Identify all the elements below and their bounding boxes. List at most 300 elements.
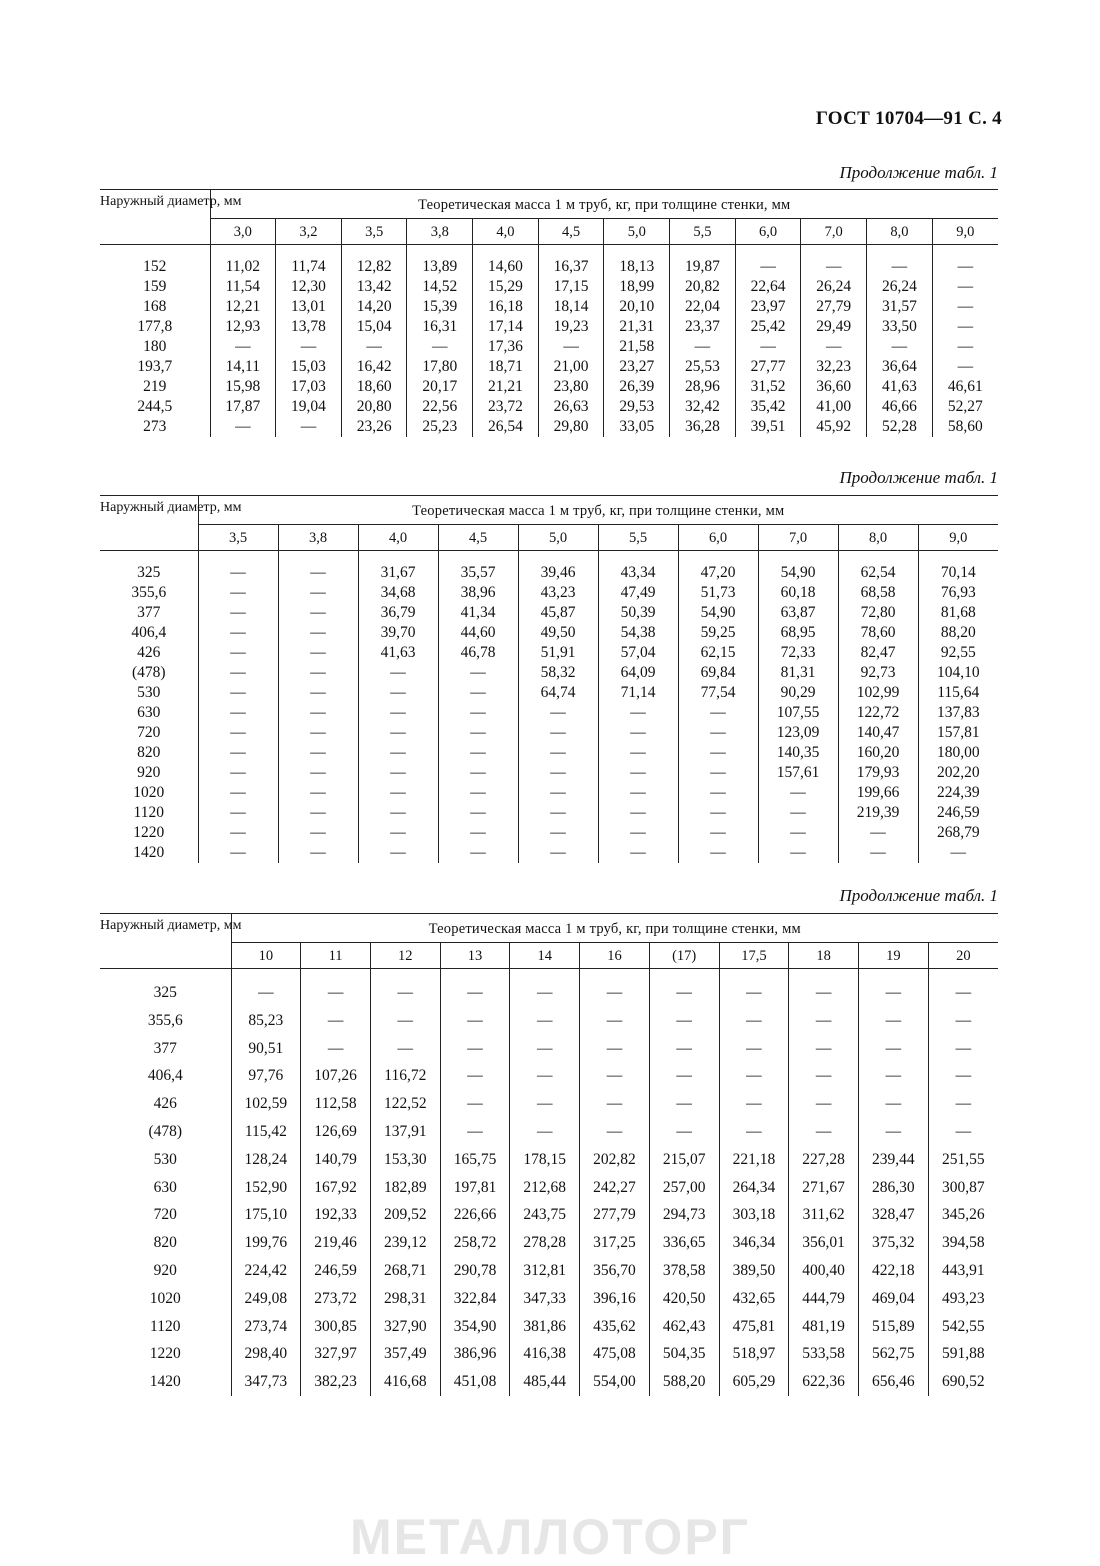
mass-cell: 396,16 [580, 1285, 650, 1313]
mass-cell: — [678, 783, 758, 803]
mass-cell: — [358, 723, 438, 743]
diameter-cell: 920 [137, 764, 161, 781]
mass-cell: 115,42 [231, 1118, 301, 1146]
mass-cell: — [735, 337, 801, 357]
mass-cell: 22,64 [735, 277, 801, 297]
mass-cell: 13,01 [276, 297, 342, 317]
mass-cell: 25,23 [407, 417, 473, 437]
mass-cell: 588,20 [649, 1368, 719, 1396]
mass-cell: 300,85 [301, 1313, 371, 1341]
mass-header: Теоретическая масса 1 м труб, кг, при толщине стенки, мм [198, 496, 998, 525]
spacer-cell [867, 245, 933, 258]
mass-cell: 107,55 [758, 703, 838, 723]
mass-cell: 23,72 [473, 397, 539, 417]
spacer-cell [598, 551, 678, 564]
table-row [100, 1285, 998, 1313]
mass-cell: 52,27 [932, 397, 998, 417]
mass-cell: 18,13 [604, 257, 670, 277]
mass-table-2 [100, 495, 998, 863]
thickness-header: 3,5 [341, 219, 407, 245]
mass-cell: 36,60 [801, 377, 867, 397]
diameter-cell: 355,6 [147, 1011, 183, 1029]
mass-cell: 394,58 [928, 1229, 998, 1257]
mass-cell: — [789, 979, 859, 1007]
mass-cell: 122,72 [838, 703, 918, 723]
mass-cell: 45,87 [518, 603, 598, 623]
mass-cell: 327,90 [370, 1313, 440, 1341]
mass-cell: 303,18 [719, 1201, 789, 1229]
table-row [100, 377, 998, 397]
mass-cell: — [438, 663, 518, 683]
table-row [100, 583, 998, 603]
mass-cell: 518,97 [719, 1340, 789, 1368]
mass-cell: — [719, 1118, 789, 1146]
mass-cell: 104,10 [918, 663, 998, 683]
mass-cell: 444,79 [789, 1285, 859, 1313]
spacer-cell [538, 245, 604, 258]
mass-cell: — [518, 783, 598, 803]
mass-cell: — [358, 823, 438, 843]
mass-cell: — [719, 1090, 789, 1118]
table-row [100, 1090, 998, 1118]
mass-cell: — [932, 257, 998, 277]
diameter-cell: 177,8 [137, 318, 173, 335]
mass-cell: 19,04 [276, 397, 342, 417]
mass-cell: — [789, 1035, 859, 1063]
mass-cell: — [858, 1062, 928, 1090]
mass-cell: 165,75 [440, 1146, 510, 1174]
mass-cell: 157,61 [758, 763, 838, 783]
mass-cell: 17,80 [407, 357, 473, 377]
spacer-cell [440, 969, 510, 980]
thickness-header: 4,5 [438, 525, 518, 551]
diameter-cell: 244,5 [137, 398, 173, 415]
mass-cell: — [598, 783, 678, 803]
mass-cell: 268,71 [370, 1257, 440, 1285]
mass-cell: 26,54 [473, 417, 539, 437]
mass-cell: 485,44 [510, 1368, 580, 1396]
mass-cell: 97,76 [231, 1062, 301, 1090]
mass-cell: 64,09 [598, 663, 678, 683]
mass-cell: — [358, 663, 438, 683]
table-row [100, 843, 998, 863]
diameter-cell: 530 [153, 1150, 177, 1168]
table-row [100, 643, 998, 663]
mass-cell: — [932, 277, 998, 297]
mass-cell: — [198, 563, 278, 583]
diameter-header: Наружный диаметр, мм [100, 914, 231, 969]
mass-cell: 215,07 [649, 1146, 719, 1174]
mass-cell: 58,60 [932, 417, 998, 437]
mass-cell: 90,51 [231, 1035, 301, 1063]
spacer-cell [278, 551, 358, 564]
spacer-cell [932, 245, 998, 258]
mass-cell: 336,65 [649, 1229, 719, 1257]
mass-cell: 68,95 [758, 623, 838, 643]
mass-cell: — [518, 703, 598, 723]
mass-cell: — [928, 1062, 998, 1090]
mass-cell: — [670, 337, 736, 357]
mass-cell: 515,89 [858, 1313, 928, 1341]
diameter-cell: 273 [143, 418, 167, 435]
mass-cell: — [358, 743, 438, 763]
mass-cell: 690,52 [928, 1368, 998, 1396]
mass-cell: 278,28 [510, 1229, 580, 1257]
mass-cell: 242,27 [580, 1174, 650, 1202]
mass-cell: 137,91 [370, 1118, 440, 1146]
mass-cell: 493,23 [928, 1285, 998, 1313]
mass-cell: 239,12 [370, 1229, 440, 1257]
mass-cell: 19,87 [670, 257, 736, 277]
mass-cell: — [407, 337, 473, 357]
mass-cell: 43,23 [518, 583, 598, 603]
table-row [100, 357, 998, 377]
mass-cell: 416,68 [370, 1368, 440, 1396]
diameter-cell: 325 [153, 984, 177, 1001]
table-row [100, 703, 998, 723]
mass-cell: 57,04 [598, 643, 678, 663]
thickness-header: 5,5 [598, 525, 678, 551]
mass-cell: 23,80 [538, 377, 604, 397]
mass-cell: — [438, 703, 518, 723]
table-row [100, 1257, 998, 1285]
mass-cell: — [231, 979, 301, 1007]
spacer-cell [473, 245, 539, 258]
mass-cell: 178,15 [510, 1146, 580, 1174]
mass-cell: — [210, 337, 276, 357]
mass-cell: — [649, 1062, 719, 1090]
thickness-header: 5,0 [604, 219, 670, 245]
mass-cell: — [867, 337, 933, 357]
mass-cell: — [867, 257, 933, 277]
mass-table-1 [100, 189, 998, 437]
mass-cell: — [510, 1035, 580, 1063]
mass-cell: 12,30 [276, 277, 342, 297]
mass-cell: 36,64 [867, 357, 933, 377]
mass-cell: 16,42 [341, 357, 407, 377]
mass-cell: 140,47 [838, 723, 918, 743]
mass-cell: 271,67 [789, 1174, 859, 1202]
mass-cell: 32,42 [670, 397, 736, 417]
mass-cell: — [789, 1090, 859, 1118]
mass-cell: — [719, 1062, 789, 1090]
mass-cell: 76,93 [918, 583, 998, 603]
mass-cell: 15,39 [407, 297, 473, 317]
mass-cell: 72,80 [838, 603, 918, 623]
mass-cell: 469,04 [858, 1285, 928, 1313]
mass-cell: — [678, 743, 758, 763]
table-row [100, 1118, 998, 1146]
mass-cell: 16,37 [538, 257, 604, 277]
mass-cell: 258,72 [440, 1229, 510, 1257]
mass-cell: 47,20 [678, 563, 758, 583]
mass-cell: — [580, 1035, 650, 1063]
mass-cell: 81,31 [758, 663, 838, 683]
mass-cell: 102,99 [838, 683, 918, 703]
mass-cell: 14,11 [210, 357, 276, 377]
mass-cell: 69,84 [678, 663, 758, 683]
mass-cell: 202,82 [580, 1146, 650, 1174]
mass-cell: 32,23 [801, 357, 867, 377]
mass-header: Теоретическая масса 1 м труб, кг, при толщине стенки, мм [231, 914, 998, 943]
mass-cell: — [719, 1007, 789, 1035]
spacer-cell [438, 551, 518, 564]
mass-cell: — [278, 563, 358, 583]
mass-cell: — [198, 783, 278, 803]
mass-cell: 27,79 [801, 297, 867, 317]
spacer-cell [801, 245, 867, 258]
mass-cell: 36,79 [358, 603, 438, 623]
mass-cell: — [198, 743, 278, 763]
mass-cell: — [278, 603, 358, 623]
mass-cell: — [932, 337, 998, 357]
mass-cell: 182,89 [370, 1174, 440, 1202]
mass-cell: 39,46 [518, 563, 598, 583]
mass-cell: 462,43 [649, 1313, 719, 1341]
diameter-cell: 168 [143, 298, 167, 315]
diameter-cell: 377 [153, 1039, 177, 1057]
mass-cell: — [518, 743, 598, 763]
mass-cell: 17,15 [538, 277, 604, 297]
mass-cell: 27,77 [735, 357, 801, 377]
mass-cell: — [580, 1007, 650, 1035]
diameter-header: Наружный диаметр, мм [100, 190, 210, 245]
mass-cell: 29,53 [604, 397, 670, 417]
mass-cell: — [838, 823, 918, 843]
thickness-header: 5,0 [518, 525, 598, 551]
diameter-cell: 426 [137, 644, 161, 661]
mass-cell: 153,30 [370, 1146, 440, 1174]
thickness-header: 14 [510, 943, 580, 969]
mass-cell: 54,38 [598, 623, 678, 643]
thickness-header: 5,5 [670, 219, 736, 245]
diameter-cell: 1220 [149, 1345, 181, 1363]
mass-cell: — [358, 803, 438, 823]
page-header: ГОСТ 10704—91 С. 4 [815, 108, 1002, 129]
spacer-cell [100, 551, 198, 564]
spacer-cell [276, 245, 342, 258]
thickness-header: 8,0 [867, 219, 933, 245]
mass-cell: — [598, 823, 678, 843]
mass-cell: 107,26 [301, 1062, 371, 1090]
mass-cell: 13,89 [407, 257, 473, 277]
diameter-cell: 325 [137, 564, 161, 581]
mass-cell: — [838, 843, 918, 863]
mass-cell: 386,96 [440, 1340, 510, 1368]
table-row [100, 823, 998, 843]
mass-cell: — [928, 1007, 998, 1035]
mass-cell: — [858, 1007, 928, 1035]
mass-cell: 29,49 [801, 317, 867, 337]
mass-cell: 41,34 [438, 603, 518, 623]
mass-cell: 481,19 [789, 1313, 859, 1341]
mass-cell: 294,73 [649, 1201, 719, 1229]
table-row [100, 743, 998, 763]
mass-cell: — [758, 823, 838, 843]
mass-cell: — [438, 683, 518, 703]
mass-cell: — [580, 1090, 650, 1118]
spacer-cell [735, 245, 801, 258]
mass-cell: — [678, 843, 758, 863]
mass-cell: — [278, 783, 358, 803]
table-row [100, 603, 998, 623]
mass-cell: — [518, 803, 598, 823]
mass-cell: 33,50 [867, 317, 933, 337]
mass-cell: — [598, 743, 678, 763]
mass-cell: 13,42 [341, 277, 407, 297]
mass-cell: — [518, 823, 598, 843]
mass-cell: — [678, 763, 758, 783]
mass-cell: 298,40 [231, 1340, 301, 1368]
mass-cell: — [198, 643, 278, 663]
mass-cell: — [598, 763, 678, 783]
mass-cell: 443,91 [928, 1257, 998, 1285]
mass-cell: — [858, 1090, 928, 1118]
spacer-cell [670, 245, 736, 258]
mass-cell: 312,81 [510, 1257, 580, 1285]
mass-cell: — [198, 823, 278, 843]
thickness-header: 12 [370, 943, 440, 969]
mass-cell: 41,00 [801, 397, 867, 417]
mass-cell: 180,00 [918, 743, 998, 763]
mass-cell: — [438, 763, 518, 783]
mass-cell: — [440, 1035, 510, 1063]
table-row [100, 1035, 998, 1063]
mass-cell: 375,32 [858, 1229, 928, 1257]
diameter-cell: 1420 [149, 1373, 181, 1391]
mass-cell: 12,82 [341, 257, 407, 277]
diameter-cell: 406,4 [131, 624, 167, 641]
mass-cell: 85,23 [231, 1007, 301, 1035]
mass-cell: — [678, 823, 758, 843]
mass-cell: — [301, 1007, 371, 1035]
mass-cell: — [598, 703, 678, 723]
mass-cell: 78,60 [838, 623, 918, 643]
thickness-header: 4,5 [538, 219, 604, 245]
table-row [100, 337, 998, 357]
mass-cell: 38,96 [438, 583, 518, 603]
mass-cell: 475,08 [580, 1340, 650, 1368]
mass-cell: — [358, 703, 438, 723]
mass-cell: 58,32 [518, 663, 598, 683]
diameter-cell: 406,4 [147, 1067, 183, 1085]
mass-cell: 239,44 [858, 1146, 928, 1174]
mass-cell: 35,42 [735, 397, 801, 417]
mass-cell: 122,52 [370, 1090, 440, 1118]
mass-cell: 71,14 [598, 683, 678, 703]
mass-cell: 346,34 [719, 1229, 789, 1257]
mass-cell: 22,56 [407, 397, 473, 417]
mass-cell: 197,81 [440, 1174, 510, 1202]
mass-cell: — [301, 1035, 371, 1063]
mass-cell: 102,59 [231, 1090, 301, 1118]
spacer-cell [649, 969, 719, 980]
mass-cell: — [801, 337, 867, 357]
mass-cell: — [789, 1007, 859, 1035]
mass-cell: 21,21 [473, 377, 539, 397]
spacer-cell [928, 969, 998, 980]
mass-cell: — [440, 979, 510, 1007]
mass-cell: 202,20 [918, 763, 998, 783]
mass-cell: 68,58 [838, 583, 918, 603]
mass-cell: 298,31 [370, 1285, 440, 1313]
mass-cell: 300,87 [928, 1174, 998, 1202]
mass-cell: — [210, 417, 276, 437]
mass-cell: 347,73 [231, 1368, 301, 1396]
mass-cell: 322,84 [440, 1285, 510, 1313]
mass-cell: 51,73 [678, 583, 758, 603]
mass-cell: — [510, 1118, 580, 1146]
mass-cell: 15,98 [210, 377, 276, 397]
mass-cell: 389,50 [719, 1257, 789, 1285]
table-row [100, 979, 998, 1007]
thickness-header: 11 [301, 943, 371, 969]
mass-cell: 60,18 [758, 583, 838, 603]
mass-cell: — [735, 257, 801, 277]
mass-cell: 17,36 [473, 337, 539, 357]
spacer-cell [341, 245, 407, 258]
diameter-header: Наружный диаметр, мм [100, 496, 198, 551]
spacer-cell [231, 969, 301, 980]
mass-cell: 347,33 [510, 1285, 580, 1313]
mass-cell: 50,39 [598, 603, 678, 623]
mass-cell: 13,78 [276, 317, 342, 337]
table-row [100, 1368, 998, 1396]
mass-cell: 21,58 [604, 337, 670, 357]
diameter-cell: 193,7 [137, 358, 173, 375]
mass-cell: — [198, 723, 278, 743]
mass-cell: 15,03 [276, 357, 342, 377]
mass-cell: 39,51 [735, 417, 801, 437]
mass-cell: — [276, 337, 342, 357]
mass-cell: — [198, 843, 278, 863]
mass-cell: — [758, 783, 838, 803]
mass-header: Теоретическая масса 1 м труб, кг, при толщине стенки, мм [210, 190, 998, 219]
mass-cell: — [928, 1090, 998, 1118]
mass-cell: — [276, 417, 342, 437]
mass-cell: — [510, 1062, 580, 1090]
spacer-cell [789, 969, 859, 980]
mass-cell: — [358, 783, 438, 803]
table-row [100, 1201, 998, 1229]
mass-cell: — [649, 1007, 719, 1035]
mass-cell: — [598, 723, 678, 743]
mass-cell: 54,90 [758, 563, 838, 583]
mass-cell: 25,53 [670, 357, 736, 377]
thickness-header: 3,8 [278, 525, 358, 551]
mass-cell: 416,38 [510, 1340, 580, 1368]
mass-cell: 251,55 [928, 1146, 998, 1174]
mass-cell: — [370, 1007, 440, 1035]
mass-cell: — [538, 337, 604, 357]
mass-cell: 199,76 [231, 1229, 301, 1257]
mass-cell: 273,72 [301, 1285, 371, 1313]
mass-cell: — [370, 979, 440, 1007]
mass-cell: 18,60 [341, 377, 407, 397]
spacer-cell [510, 969, 580, 980]
mass-cell: — [198, 603, 278, 623]
continuation-label: Продолжение табл. 1 [839, 163, 998, 182]
mass-cell: — [440, 1118, 510, 1146]
mass-cell: 192,33 [301, 1201, 371, 1229]
mass-cell: 77,54 [678, 683, 758, 703]
mass-cell: 15,04 [341, 317, 407, 337]
diameter-cell: 219 [143, 378, 167, 395]
mass-cell: 46,66 [867, 397, 933, 417]
spacer-cell [100, 245, 210, 258]
mass-cell: — [858, 1035, 928, 1063]
mass-cell: — [278, 583, 358, 603]
